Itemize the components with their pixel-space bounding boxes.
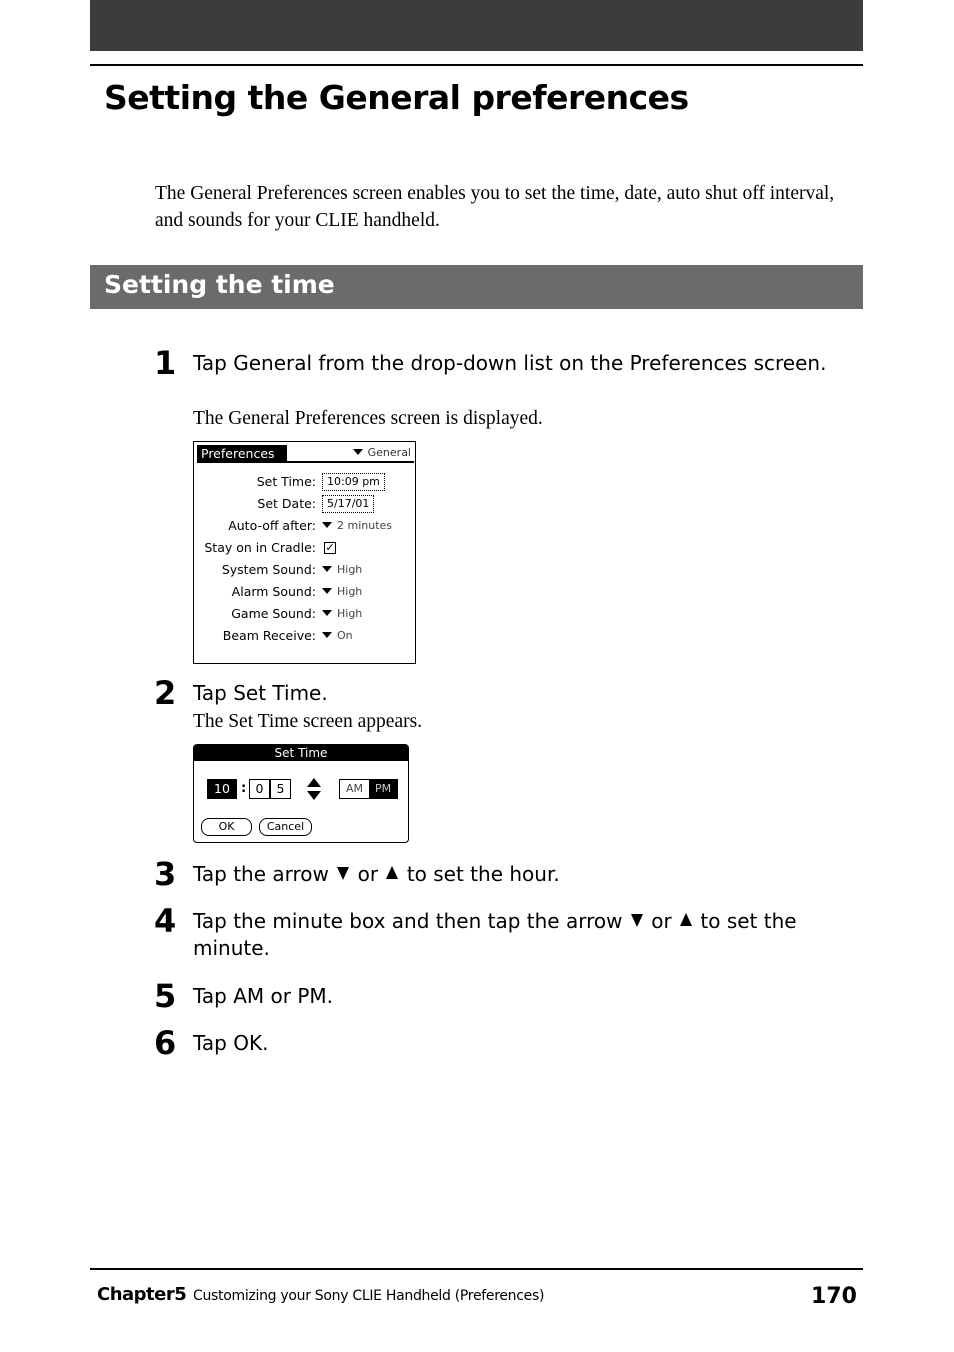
game-sound-value: High	[337, 607, 363, 620]
step-number: 5	[154, 977, 177, 1015]
up-down-arrows-icon[interactable]	[306, 777, 322, 801]
auto-off-value: 2 minutes	[337, 519, 393, 532]
game-sound-label: Game Sound:	[231, 606, 316, 621]
footer-chapter: Chapter5	[97, 1284, 187, 1305]
intro-paragraph: The General Preferences screen enables you to set the time, date, auto shut off interval, and sounds for your CLIE handheld.	[155, 183, 835, 231]
alarm-sound-value: High	[337, 585, 363, 598]
step-description: The Set Time screen appears.	[193, 711, 423, 732]
step-text: Tap OK.	[193, 1031, 269, 1055]
set-time-field[interactable]: 10:09 pm	[322, 473, 385, 491]
minute-tens-box[interactable]: 0	[249, 779, 270, 799]
beam-receive-label: Beam Receive:	[222, 628, 316, 643]
section-title: Setting the time	[104, 270, 335, 299]
step-text-part: Tap the arrow	[193, 862, 329, 886]
set-date-label: Set Date:	[257, 496, 316, 511]
step-description: The General Preferences screen is displayed.	[193, 408, 543, 429]
title-underline	[197, 461, 414, 463]
dropdown-arrow-icon	[322, 566, 332, 572]
beam-receive-value: On	[337, 629, 353, 642]
preferences-title-tab: Preferences	[197, 445, 287, 462]
step-number: 1	[154, 344, 177, 382]
system-sound-label: System Sound:	[221, 562, 316, 577]
step-text-part: to set the minute.	[193, 909, 797, 960]
stay-on-cradle-label: Stay on in Cradle:	[204, 540, 316, 555]
auto-off-label: Auto-off after:	[228, 518, 316, 533]
step-text-part: Tap the minute box and then tap the arrow	[193, 909, 623, 933]
beam-receive-dropdown[interactable]	[322, 629, 353, 642]
footer-chapter-title: Customizing your Sony CLIE Handheld (Preferences)	[193, 1288, 545, 1304]
system-sound-dropdown[interactable]	[322, 563, 362, 576]
dropdown-arrow-icon	[322, 632, 332, 638]
set-time-label: Set Time:	[256, 474, 316, 489]
hour-box[interactable]: 10	[207, 779, 237, 799]
step-text	[193, 908, 853, 962]
am-pm-selector	[339, 779, 398, 799]
set-time-title: Set Time	[194, 745, 408, 761]
step-number: 3	[154, 855, 177, 893]
down-arrow-icon	[337, 867, 349, 880]
alarm-sound-label: Alarm Sound:	[231, 584, 316, 599]
set-time-screen	[193, 744, 409, 843]
auto-off-dropdown[interactable]	[322, 519, 392, 532]
stay-on-cradle-checkbox[interactable]: ✓	[325, 541, 335, 554]
step-text-part: or	[651, 909, 672, 933]
down-arrow-icon	[631, 914, 643, 927]
cancel-button[interactable]: Cancel	[259, 818, 312, 836]
set-date-field[interactable]: 5/17/01	[322, 495, 374, 513]
system-sound-value: High	[337, 563, 363, 576]
category-dropdown[interactable]	[353, 446, 411, 459]
step-number: 4	[154, 902, 177, 940]
game-sound-dropdown[interactable]	[322, 607, 362, 620]
step-text-part: or	[357, 862, 379, 886]
dropdown-arrow-icon	[322, 588, 332, 594]
minute-ones-box[interactable]: 5	[270, 779, 291, 799]
up-arrow-icon	[386, 866, 398, 879]
am-button[interactable]: AM	[345, 782, 363, 795]
step-text	[193, 861, 853, 888]
step-number: 6	[154, 1024, 177, 1062]
step-text-part: to set the hour.	[406, 862, 560, 886]
alarm-sound-dropdown[interactable]	[322, 585, 362, 598]
preferences-screen	[193, 441, 416, 664]
time-separator: :	[241, 781, 247, 796]
step-text: Tap AM or PM.	[193, 984, 333, 1008]
dropdown-arrow-icon	[322, 522, 332, 528]
step-text: Tap General from the drop-down list on the Preferences screen.	[193, 351, 827, 375]
top-header-bar	[90, 0, 863, 51]
footer-rule	[90, 1268, 863, 1270]
step-number: 2	[154, 674, 177, 712]
pm-button[interactable]: PM	[369, 780, 397, 798]
step-text: Tap Set Time.	[193, 681, 328, 705]
page-number: 170	[811, 1284, 857, 1309]
dropdown-arrow-icon	[353, 449, 363, 455]
title-rule	[90, 64, 863, 66]
page-title: Setting the General preferences	[104, 78, 689, 117]
dropdown-arrow-icon	[322, 610, 332, 616]
category-value: General	[367, 446, 411, 459]
ok-button[interactable]: OK	[201, 818, 252, 836]
up-arrow-icon	[680, 913, 692, 926]
